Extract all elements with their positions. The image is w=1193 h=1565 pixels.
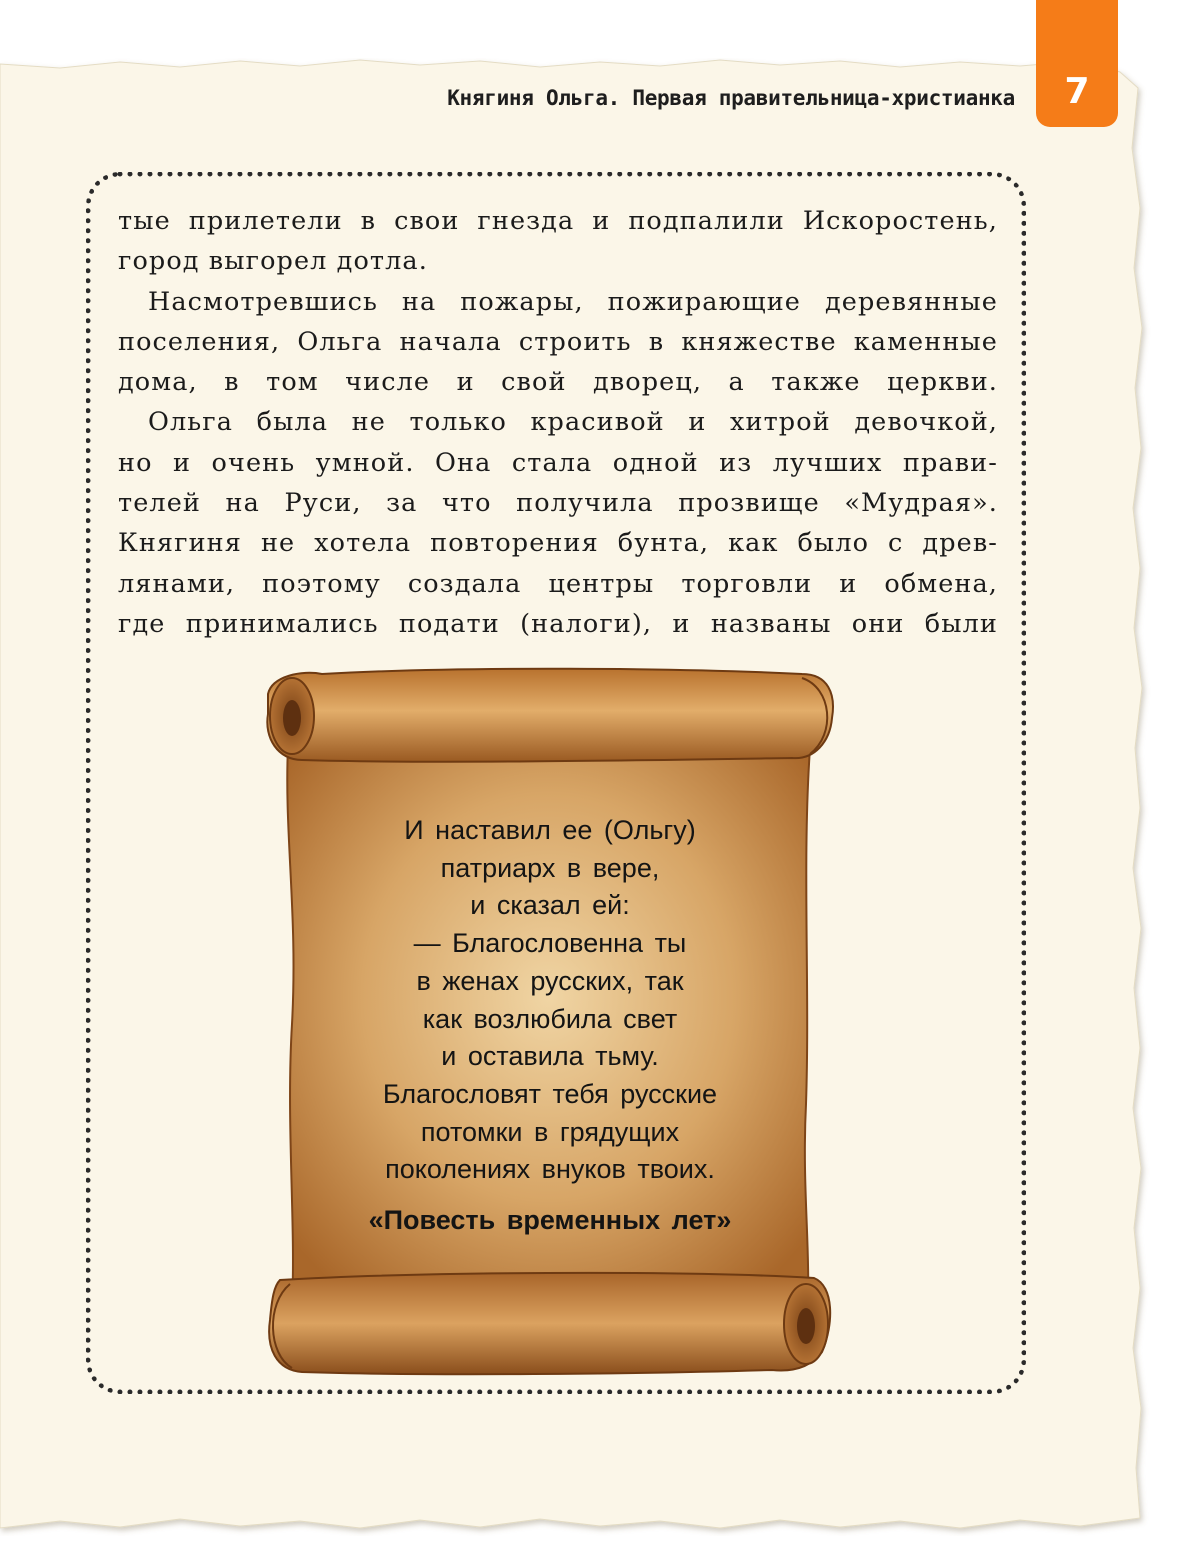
quote-line: и оставила тьму. (441, 1041, 659, 1072)
quote-line: — Благословенна ты (413, 928, 687, 959)
quote-line: поколениях внуков твоих. (385, 1154, 715, 1185)
running-title: Княгиня Ольга. Первая правительница-христианка (447, 86, 1015, 110)
quote-line: И наставил ее (Ольгу) (404, 815, 696, 845)
body-line: лянами, поэтому создала центры торговли и обмена, (118, 568, 998, 599)
page-number: 7 (1064, 71, 1090, 112)
quote-line: Благословят тебя русские (382, 1078, 718, 1109)
body-text (118, 201, 998, 644)
body-line: где принимались подати (налоги), и названы они были (118, 608, 998, 639)
quote-line: в женах русских, так (416, 965, 684, 996)
body-line: город выгорел дотла. (118, 246, 428, 277)
scroll-quote (300, 812, 800, 1189)
quote-line: потомки в грядущих (420, 1116, 680, 1147)
body-line: дома, в том числе и свой дворец, а также церкви. (118, 367, 998, 398)
body-line: Княгиня не хотела повторения бунта, как было с древ- (118, 528, 998, 559)
body-line: поселения, Ольга начала строить в княжестве каменные (118, 326, 998, 357)
body-line: Ольга была не только красивой и хитрой девочкой, (148, 407, 998, 438)
body-line: телей на Руси, за что получила прозвище «Мудрая». (118, 488, 998, 519)
quote-source: «Повесть временных лет» (368, 1205, 732, 1235)
quote-line: и сказал ей: (470, 890, 630, 921)
body-line: Насмотревшись на пожары, пожирающие деревянные (148, 286, 998, 317)
quote-line: как возлюбила свет (422, 1003, 678, 1034)
quote-line: патриарх в вере, (440, 852, 660, 883)
body-line: тые прилетели в свои гнезда и подпалили Искоростень, (118, 206, 998, 236)
body-line: но и очень умной. Она стала одной из лучших прави- (118, 447, 998, 478)
